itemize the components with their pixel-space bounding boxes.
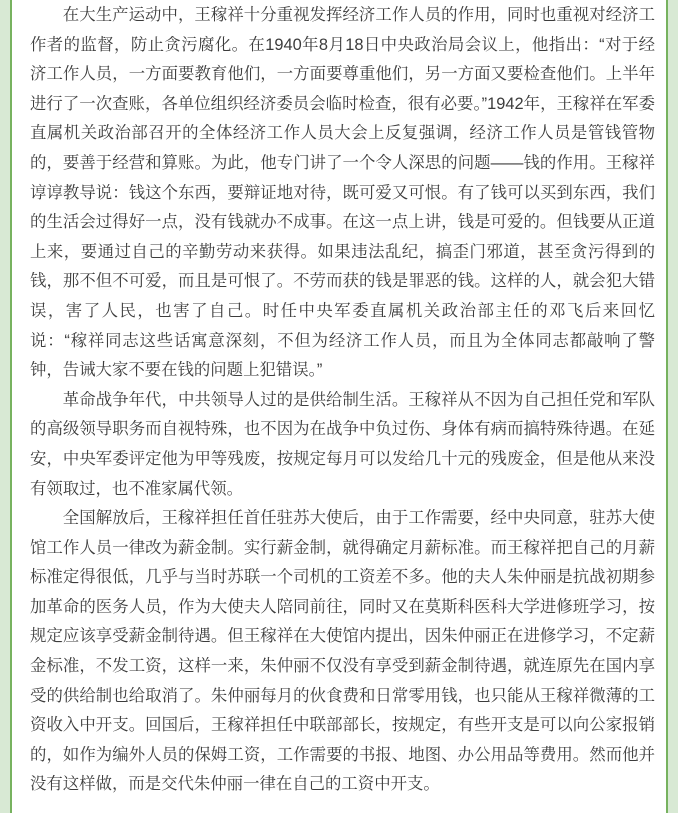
page-border-left (0, 0, 12, 813)
article-paragraph: 在大生产运动中，王稼祥十分重视发挥经济工作人员的作用，同时也重视对经济工作者的监督，防止贪污腐化。在1940年8月18日中央政治局会议上，他指出：“对于经济工作人员，一方面要教育他们，一方面要尊重他们，另一方面又要检查他们。上半年进行了一次查账，各单位组织经济委员会临时检查，很有必要。”1942年，王稼祥在军委直属机关政治部召开的全体经济工作人员大会上反复强调，经济工作人员是管钱管物的，要善于经营和算账。为此，他专门讲了一个令人深思的问题——钱的作用。王稼祥谆谆教导说：钱这个东西，要辩证地对待，既可爱又可恨。有了钱可以买到东西，我们的生活会过得好一点，没有钱就办不成事。在这一点上讲，钱是可爱的。但钱要从正道上来，要通过自己的辛勤劳动来获得。如果违法乱纪，搞歪门邪道，甚至贪污得到的钱，那不但不可爱，而且是可恨了。不劳而获的钱是罪恶的钱。这样的人，就会犯大错误，害了人民，也害了自己。时任中央军委直属机关政治部主任的邓飞后来回忆说：“稼祥同志这些话寓意深刻，不但为经济工作人员，而且为全体同志都敲响了警钟，告诫大家不要在钱的问题上犯错误。” (30, 6, 655, 380)
article-body (30, 1, 655, 800)
article-paragraph: 全国解放后，王稼祥担任首任驻苏大使后，由于工作需要，经中央同意，驻苏大使馆工作人员一律改为薪金制。实行薪金制，就得确定月薪标准。而王稼祥把自己的月薪标准定得很低，几乎与当时苏联一个司机的工资差不多。他的夫人朱仲丽是抗战初期参加革命的医务人员，作为大使夫人陪同前往，同时又在莫斯科医科大学进修班学习，按规定应该享受薪金制待遇。但王稼祥在大使馆内提出，因朱仲丽正在进修学习，不定薪金标准，不发工资，这样一来，朱仲丽不仅没有享受到薪金制待遇，就连原先在国内享受的供给制也给取消了。朱仲丽每月的伙食费和日常零用钱，也只能从王稼祥微薄的工资收入中开支。回国后，王稼祥担任中联部部长，按规定，有些开支是可以向公家报销的，如作为编外人员的保姆工资，工作需要的书报、地图、办公用品等费用。然而他并没有这样做，而是交代朱仲丽一律在自己的工资中开支。 (30, 509, 655, 794)
article-paragraph: 革命战争年代，中共领导人过的是供给制生活。王稼祥从不因为自己担任党和军队的高级领导职务而自视特殊，也不因为在战争中负过伤、身体有病而搞特殊待遇。在延安，中央军委评定他为甲等残废，按规定每月可以发给几十元的残废金，但是他从来没有领取过，也不准家属代领。 (30, 390, 655, 498)
page-border-right (666, 0, 678, 813)
